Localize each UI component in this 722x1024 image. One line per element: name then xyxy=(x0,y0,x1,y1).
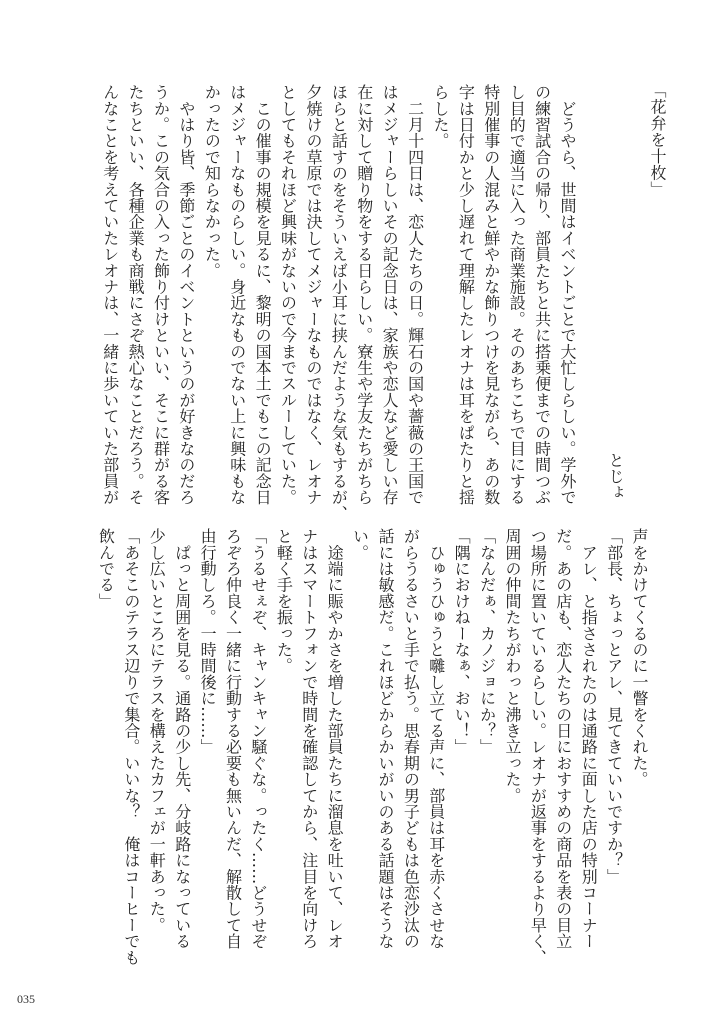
text-column: 「部長、ちょっとアレ、見てきていいですか？」 xyxy=(604,528,624,885)
text-column: 「あそこのテラス辺りで集合。いいな？ 俺はコーヒーでも xyxy=(121,528,141,966)
text-column: この催事の規模を見るに、黎明の国本土でもこの記念日 xyxy=(253,84,273,506)
text-column: と軽く手を振った。 xyxy=(274,528,294,674)
text-column: 声をかけてくるのに一瞥をくれた。 xyxy=(630,528,649,788)
story-title: 「花弁を十枚」 xyxy=(648,82,667,198)
text-column: ほらと話すのをそういえば小耳に挟んだような気もするが、 xyxy=(329,84,349,522)
text-column: うか。この気合の入った飾り付けといい、そこに群がる客 xyxy=(151,84,171,506)
text-column: やはり皆、季節ごとのイベントというのが好きなのだろ xyxy=(176,84,196,506)
text-column: 由行動しろ。一時間後に……」 xyxy=(198,528,218,755)
text-column: ぱっと周囲を見る。通路の少し先、分岐路になっている xyxy=(172,528,192,950)
text-column: としてもそれほど興味がないので今までスルーしていた。 xyxy=(278,84,298,506)
text-column: たちといい、各種企業も商戦にさぞ熱心なことだろう。そ xyxy=(126,84,146,506)
text-column: 途端に賑やかさを増した部員たちに溜息を吐いて、レオ xyxy=(325,528,345,950)
text-column: どうやら、世間はイベントごとで大忙しらしい。学外で xyxy=(558,84,577,506)
text-column: はメジャーらしいその記念日は、家族や恋人など愛しい存 xyxy=(380,84,400,506)
text-column: 字は日付かと少し遅れて理解したレオナは耳をぱたりと揺 xyxy=(456,84,476,506)
text-column: 「なんだぁ、カノジョにか？」 xyxy=(477,528,497,755)
text-column: はメジャーなものらしい。身近なものでない上に興味もな xyxy=(227,84,247,506)
text-column: アレ、と指さされたのは通路に面した店の特別コーナー xyxy=(579,528,599,950)
text-column: がらうるさいと手で払う。思春期の男子どもは色恋沙汰の xyxy=(401,528,421,950)
text-column: 話には敏感だ。これほどからかいがいのある話題はそうな xyxy=(375,528,395,950)
text-column: し目的で適当に入った商業施設。そのあちこちで目にする xyxy=(507,84,527,506)
text-column: 少し広いところにテラスを構えたカフェが一軒あった。 xyxy=(147,528,167,933)
text-column: んなことを考えていたレオナは、一緒に歩いていた部員が xyxy=(100,84,120,506)
page-number: 035 xyxy=(17,992,35,1006)
text-column: 飲んでる」 xyxy=(96,528,116,609)
text-column: 二月十四日は、恋人たちの日。輝石の国や薔薇の王国で xyxy=(405,84,425,506)
text-column: だ。あの店も、恋人たちの日におすすめの商品を表の目立 xyxy=(553,528,573,950)
author-name: とじょ xyxy=(606,452,625,500)
text-column: 周囲の仲間たちがわっと沸き立った。 xyxy=(502,528,522,804)
text-column: の練習試合の帰り、部員たちと共に搭乗便までの時間つぶ xyxy=(532,84,552,506)
text-column: 特別催事の人混みと鮮やかな飾りつけを見ながら、あの数 xyxy=(481,84,501,506)
text-column: 「うるせぇぞ、キャンキャン騒ぐな。ったく……どうせぞ xyxy=(248,528,268,950)
text-column: い。 xyxy=(350,528,370,561)
upper-text-block xyxy=(97,84,580,521)
text-column: 夕焼けの草原では決してメジャーなものではなく、レオナ xyxy=(303,84,323,506)
text-column: ろぞろ仲良く一緒に行動する必要も無いんだ、解散して自 xyxy=(223,528,243,950)
text-column: らした。 xyxy=(430,84,450,149)
lower-text-block xyxy=(93,528,652,965)
text-column: 在に対して贈り物をする日らしい。寮生や学友たちがちら xyxy=(354,84,374,506)
text-column: 「隅におけねーなぁ、おい！」 xyxy=(452,528,472,755)
text-column: かったので知らなかった。 xyxy=(202,84,222,279)
text-column: つ場所に置いているらしい。レオナが返事をするより早く、 xyxy=(528,528,548,966)
text-column: ひゅうひゅうと囃し立てる声に、部員は耳を赤くさせな xyxy=(426,528,446,950)
text-column: ナはスマートフォンで時間を確認してから、注目を向けろ xyxy=(299,528,319,950)
